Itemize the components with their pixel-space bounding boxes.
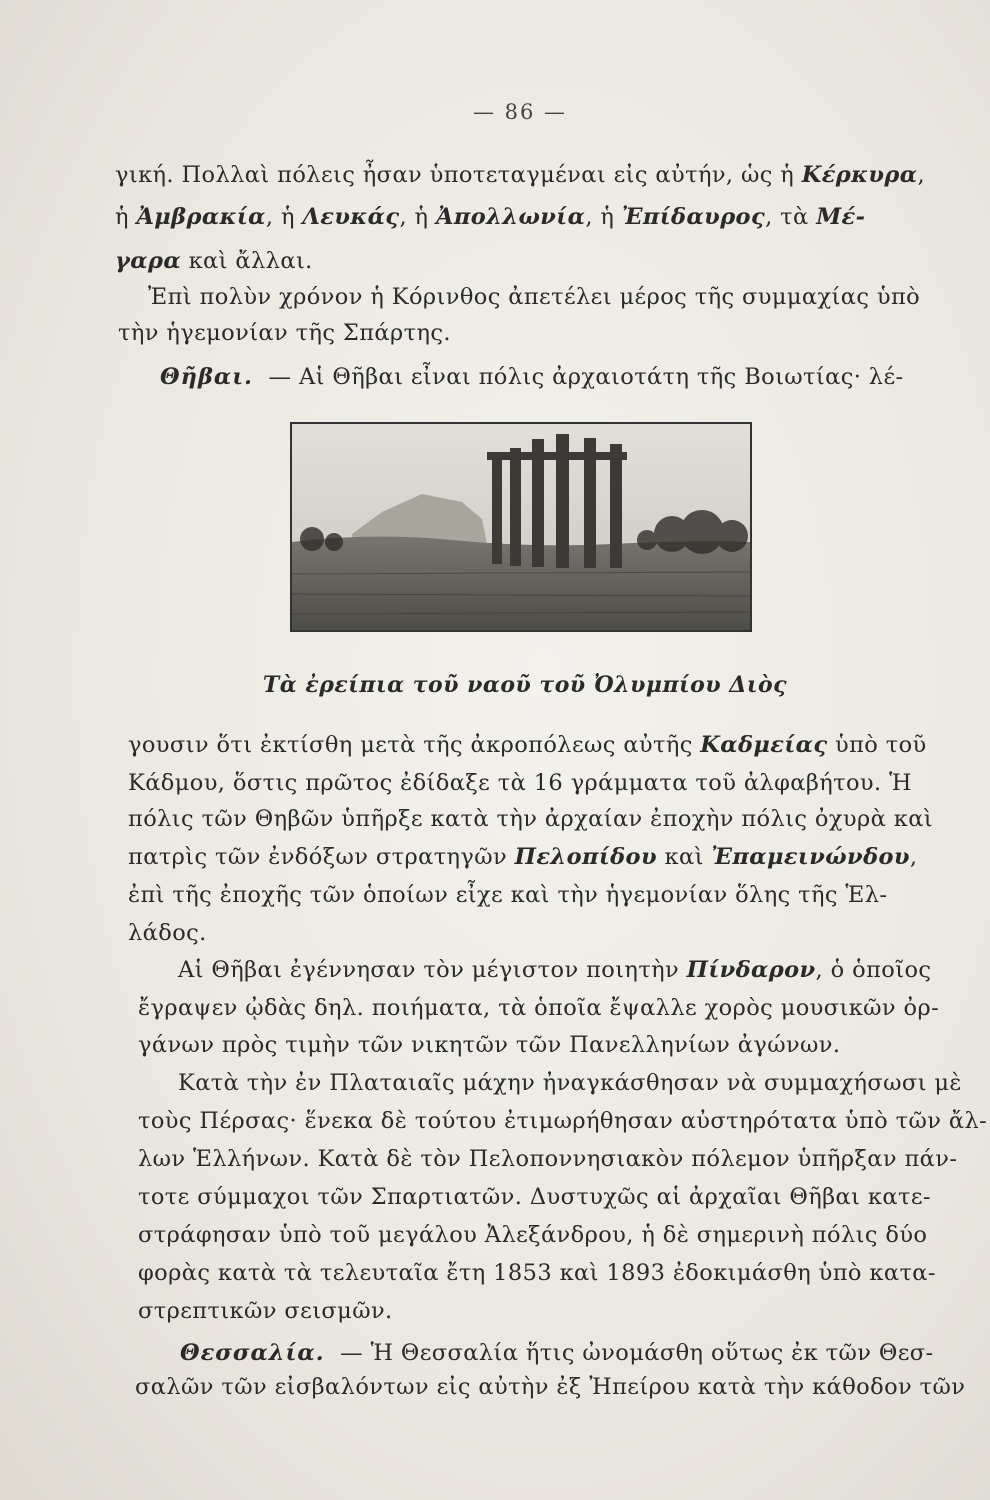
text-line — [128, 804, 933, 834]
text-line — [138, 1144, 957, 1174]
text-run: Ἐπὶ πολὺν χρόνον ἡ Κόρινθος ἀπετέλει μέρος τῆς συμμαχίας ὑπὸ — [148, 284, 921, 310]
text-run: Κάδμου, ὅστις πρῶτος ἐδίδαξε τὰ 16 γράμματα τοῦ ἀλφαβήτου. Ἡ — [128, 770, 912, 796]
emphasized-name: Ἀπολλωνία — [435, 204, 586, 230]
text-line — [148, 282, 920, 312]
text-run: Αἱ Θῆβαι ἐγέννησαν τὸν μέγιστον ποιητὴν — [178, 957, 687, 983]
text-run: στρεπτικῶν σεισμῶν. — [138, 1298, 393, 1324]
olympieion-photo — [290, 422, 752, 632]
text-line — [138, 1296, 393, 1326]
text-run: γουσιν ὅτι ἐκτίσθη μετὰ τῆς ἀκροπόλεως αὐτῆς — [128, 732, 701, 758]
text-run: τοτε σύμμαχοι τῶν Σπαρτιατῶν. Δυστυχῶς αἱ ἀρχαῖαι Θῆβαι κατε- — [138, 1184, 931, 1210]
text-line — [138, 1106, 987, 1136]
text-run: , — [909, 844, 918, 870]
text-line — [115, 160, 925, 190]
text-run: λάδος. — [128, 920, 207, 946]
thessaly-heading: Θεσσαλία. — [180, 1340, 325, 1366]
text-line — [128, 880, 887, 910]
photo-caption: Τὰ ἐρείπια τοῦ ναοῦ τοῦ Ὀλυμπίου Διὸς — [262, 672, 788, 698]
page-number: — 86 — — [472, 100, 568, 124]
text-line — [138, 1220, 927, 1250]
emphasized-name: Μέ- — [816, 204, 866, 230]
thessaly-first-line: — Ἡ Θεσσαλία ἥτις ὠνομάσθη οὕτως ἐκ τῶν Θεσ- — [340, 1340, 934, 1366]
text-line — [138, 993, 939, 1023]
text-run: στράφησαν ὑπὸ τοῦ μεγάλου Ἀλεξάνδρου, ἡ δὲ σημερινὴ πόλις δύο — [138, 1222, 928, 1248]
text-run: φορὰς κατὰ τὰ τελευταῖα ἔτη 1853 καὶ 1893 ἐδοκιμάσθη ὑπὸ κατα- — [138, 1260, 936, 1286]
thebes-first-line: — Αἱ Θῆβαι εἶναι πόλις ἀρχαιοτάτη τῆς Βοιωτίας· λέ- — [268, 364, 904, 390]
emphasized-name: Πελοπίδου — [514, 844, 657, 870]
text-line — [138, 1030, 840, 1060]
emphasized-name: Λευκάς — [302, 204, 400, 230]
text-run: ἐπὶ τῆς ἐποχῆς τῶν ὁποίων εἶχε καὶ τὴν ἡγεμονίαν ὅλης τῆς Ἑλ- — [128, 882, 888, 908]
thessaly-line — [180, 1338, 934, 1368]
thebes-heading: Θῆβαι. — [160, 364, 253, 390]
text-run: ἡ — [115, 204, 137, 230]
text-run: καὶ — [656, 844, 712, 870]
text-run: καὶ ἄλλαι. — [181, 248, 313, 274]
text-run: λων Ἑλλήνων. Κατὰ δὲ τὸν Πελοποννησιακὸν πόλεμον ὑπῆρξαν πάν- — [138, 1146, 958, 1172]
text-run: , ἡ — [399, 204, 436, 230]
text-line — [128, 730, 927, 760]
temple-ruins-image — [292, 424, 750, 630]
text-run: πόλις τῶν Θηβῶν ὑπῆρξε κατὰ τὴν ἀρχαίαν ἐποχὴν πόλις ὀχυρὰ καὶ — [128, 806, 934, 832]
text-run: τοὺς Πέρσας· ἕνεκα δὲ τούτου ἐτιμωρήθησαν αὐστηρότατα ὑπὸ τῶν ἄλ- — [138, 1108, 988, 1134]
text-run: , ἡ — [265, 204, 303, 230]
text-run: , — [917, 162, 926, 188]
text-line — [178, 1068, 962, 1098]
thebes-line — [160, 362, 904, 392]
text-run: ἔγραψεν ᾠδὰς δηλ. ποιήματα, τὰ ὁποῖα ἔψαλλε χορὸς μουσικῶν ὀρ- — [138, 995, 940, 1021]
text-run: , ὁ ὁποῖος — [815, 957, 932, 983]
text-line — [115, 202, 865, 232]
text-line — [118, 318, 451, 348]
text-run: γική. Πολλαὶ πόλεις ἦσαν ὑποτεταγμέναι εἰς αὐτήν, ὡς ἡ — [115, 162, 802, 188]
emphasized-name: Πίνδαρον — [686, 957, 816, 983]
text-line — [128, 842, 917, 872]
emphasized-name: Καδμείας — [700, 732, 828, 758]
emphasized-name: γαρα — [115, 248, 182, 274]
thessaly-last-line: σαλῶν τῶν εἰσβαλόντων εἰς αὐτὴν ἐξ Ἠπείρου κατὰ τὴν κάθοδον τῶν — [135, 1374, 966, 1400]
text-run: ὑπὸ τοῦ — [827, 732, 927, 758]
text-line — [178, 955, 931, 985]
text-run: πατρὶς τῶν ἐνδόξων στρατηγῶν — [128, 844, 515, 870]
text-run: , ἡ — [585, 204, 622, 230]
text-line — [128, 918, 207, 948]
text-line — [115, 246, 313, 276]
emphasized-name: Ἐπαμεινώνδου — [711, 844, 910, 870]
text-line — [138, 1258, 936, 1288]
text-run: Κατὰ τὴν ἐν Πλαταιαῖς μάχην ἠναγκάσθησαν νὰ συμμαχήσωσι μὲ — [178, 1070, 962, 1096]
text-run: γάνων πρὸς τιμὴν τῶν νικητῶν τῶν Πανελληνίων ἀγώνων. — [138, 1032, 841, 1058]
text-line — [138, 1182, 931, 1212]
emphasized-name: Κέρκυρα — [801, 162, 918, 188]
emphasized-name: Ἐπίδαυρος — [621, 204, 766, 230]
text-line — [128, 768, 912, 798]
emphasized-name: Ἀμβρακία — [136, 204, 266, 230]
text-run: τὴν ἡγεμονίαν τῆς Σπάρτης. — [118, 320, 451, 346]
text-run: , τὰ — [765, 204, 817, 230]
